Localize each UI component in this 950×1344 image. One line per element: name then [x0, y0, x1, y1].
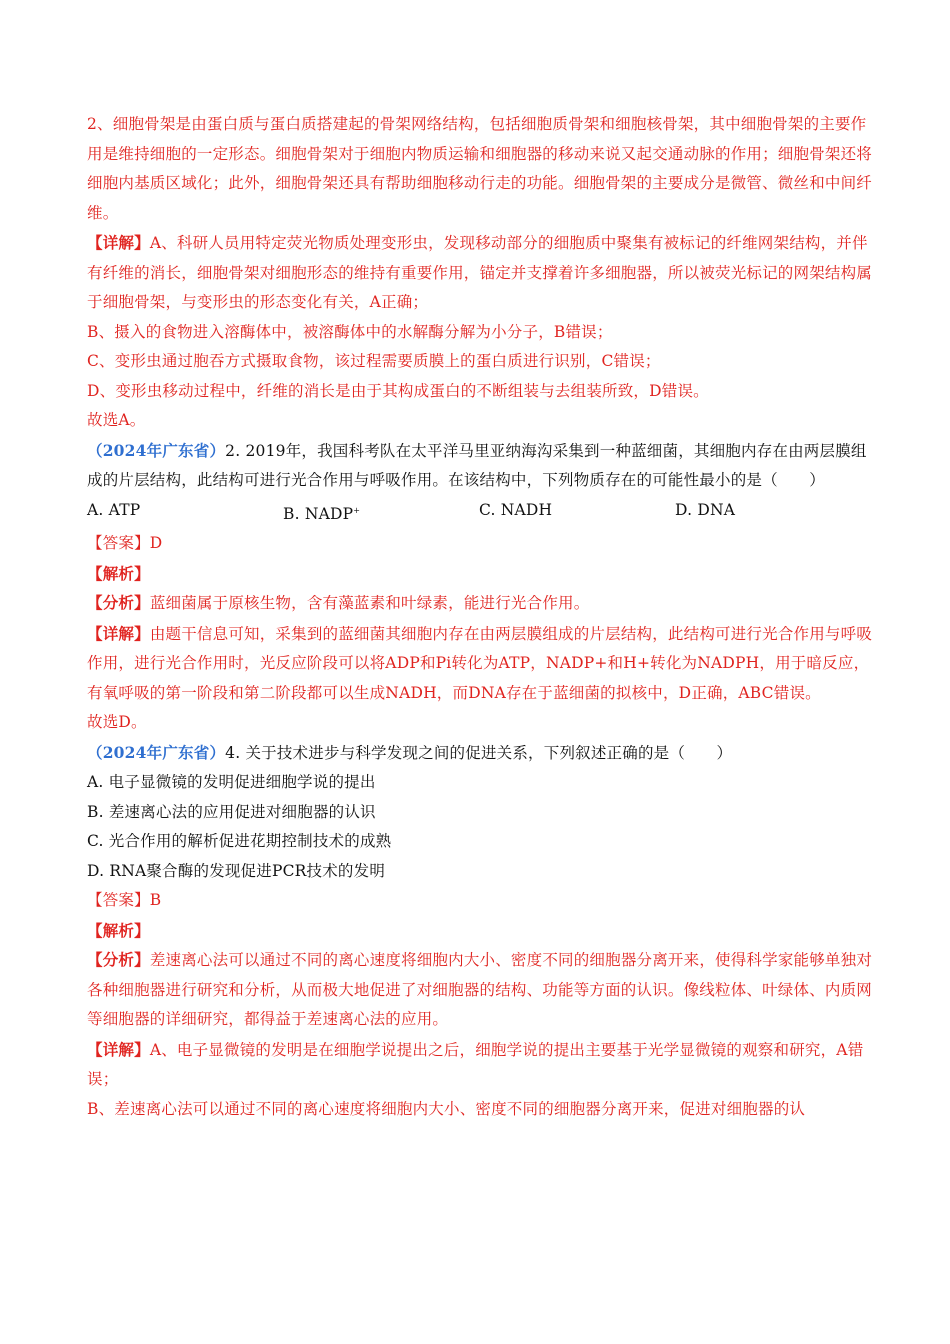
q4-answer: 【答案】B: [87, 891, 162, 910]
q2-option-c: C. NADH: [479, 500, 553, 519]
q4-analysis-tag: 【解析】: [87, 920, 150, 940]
q4-detail-a-text: A、电子显微镜的发明是在细胞学说提出之后，细胞学说的提出主要基于光学显微镜的观察和研究，A错误；: [87, 1040, 864, 1089]
q2-option-b: [283, 496, 479, 530]
q2-fenxi-text: 蓝细菌属于原核生物，含有藻蓝素和叶绿素，能进行光合作用。: [149, 594, 590, 613]
q2-option-a: A. ATP: [87, 500, 141, 519]
block1-choose: 故选A。: [87, 411, 146, 429]
block1-detail-d: D、变形虫移动过程中，纤维的消长是由于其构成蛋白的不断组装与去组装所致，D错误。: [87, 381, 709, 400]
q4-fenxi-text: 差速离心法可以通过不同的离心速度将细胞内大小、密度不同的细胞器分离开来，使得科学家能够单独对各种细胞器进行研究和分析，从而极大地促进了对细胞器的结构、功能等方面的认识。像线粒体、叶绿体、内质网等细胞器的详细研究，都得益于差速离心法的应用。: [87, 951, 873, 1029]
block1-detail-b: B、摄入的食物进入溶酶体中，被溶酶体中的水解酶分解为小分子，B错误；: [87, 322, 613, 341]
detail-tag: 【详解】: [87, 623, 150, 643]
q2-option-d: D. DNA: [675, 500, 736, 519]
q2-answer: 【答案】D: [87, 534, 163, 553]
document-page: [87, 110, 877, 1124]
detail-tag: 【详解】: [87, 233, 150, 252]
q2-analysis-tag: 【解析】: [87, 563, 150, 583]
q4-fenxi: [87, 945, 877, 1035]
q4-detail-b: B、差速离心法可以通过不同的离心速度将细胞内大小、密度不同的细胞器分离开来，促进对细胞器的认: [87, 1099, 806, 1118]
q2-detail-text: 由题干信息可知，采集到的蓝细菌其细胞内存在由两层膜组成的片层结构，此结构可进行光合作用与呼吸作用，进行光合作用时，光反应阶段可以将ADP和Pi转化为ATP，NADP+和H+转化为NADPH，用于暗反应，有氧呼吸的第一阶段和第二阶段都可以生成NADH，而DNA存在于蓝细菌的拟核中，D正确，ABC错误。: [87, 624, 873, 702]
q2-fenxi: [87, 588, 877, 619]
q2-options: [87, 496, 877, 530]
q2-choose: 故选D。: [87, 713, 147, 732]
q2-option-b-sup: +: [353, 505, 361, 515]
q4-option-a: A. 电子显微镜的发明促进细胞学说的提出: [87, 773, 376, 792]
block1-detail-a: [87, 228, 877, 318]
fenxi-tag: 【分析】: [87, 950, 150, 970]
q4-option-c: C. 光合作用的解析促进花期控制技术的成熟: [87, 832, 392, 851]
q2-option-b-text: B. NADP: [283, 504, 354, 523]
block1-detail-c: C、变形虫通过胞吞方式摄取食物，该过程需要质膜上的蛋白质进行识别，C错误；: [87, 352, 661, 370]
q4-stem-text: 4. 关于技术进步与科学发现之间的促进关系，下列叙述正确的是（ ）: [225, 743, 733, 762]
block1-intro: 2、细胞骨架是由蛋白质与蛋白质搭建起的骨架网络结构，包括细胞质骨架和细胞核骨架，其中细胞骨架的主要作用是维持细胞的一定形态。细胞骨架对于细胞内物质运输和细胞器的移动来说又起交通动脉的作用；细胞骨架还将细胞内基质区域化；此外，细胞骨架还具有帮助细胞移动行走的功能。细胞骨架的主要成分是微管、微丝和中间纤维。: [87, 115, 873, 222]
q2-source: （2024年广东省）: [87, 440, 226, 460]
q4-stem: [87, 738, 877, 769]
detail-a-text: A、科研人员用特定荧光物质处理变形虫，发现移动部分的细胞质中聚集有被标记的纤维网架结构，并伴有纤维的消长，细胞骨架对细胞形态的维持有重要作用，锚定并支撑着许多细胞器，所以被荧光标记的网架结构属于细胞骨架，与变形虫的形态变化有关，A正确；: [87, 234, 873, 311]
q4-option-b: B. 差速离心法的应用促进对细胞器的认识: [87, 802, 376, 821]
q2-stem-text: 2. 2019年，我国科考队在太平洋马里亚纳海沟采集到一种蓝细菌，其细胞内存在由两层膜组成的片层结构，此结构可进行光合作用与呼吸作用。在该结构中，下列物质存在的可能性最小的是（ ）: [87, 441, 867, 489]
q4-source: （2024年广东省）: [87, 742, 226, 762]
q4-detail-a: [87, 1035, 877, 1095]
fenxi-tag: 【分析】: [87, 593, 150, 613]
detail-tag: 【详解】: [87, 1039, 150, 1059]
q2-stem: [87, 436, 877, 496]
q2-detail: [87, 619, 877, 709]
q4-option-d: D. RNA聚合酶的发现促进PCR技术的发明: [87, 861, 386, 880]
